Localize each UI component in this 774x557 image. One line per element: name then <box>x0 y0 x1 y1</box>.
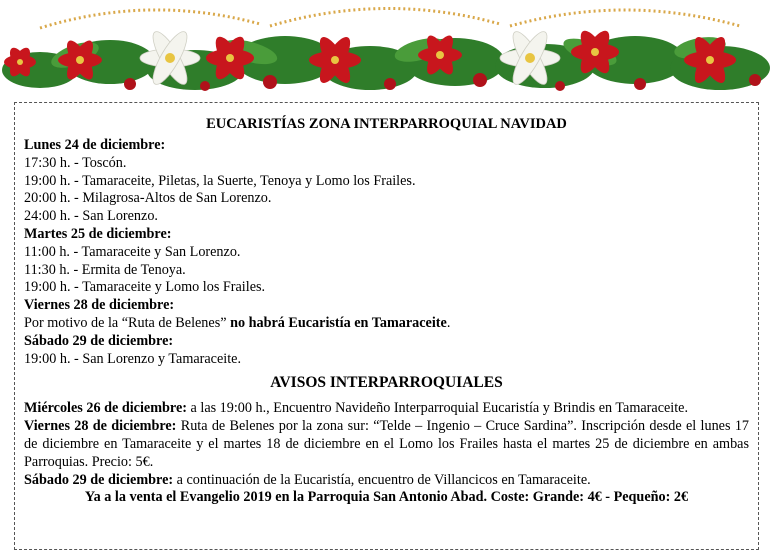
schedule-note <box>24 315 749 333</box>
notice-text: Ruta de Belenes por la zona sur: “Telde – Ingenio – Cruce Sardina”. Inscripción desde el lunes 17 de diciembre en Tamaraceite y el martes 18 de diciembre en el Lomo los Frailes hasta el martes 25 de diciembre en ambas Parroquias. Precio: 5€. <box>24 418 750 470</box>
day-heading: Sábado 29 de diciembre: <box>24 332 174 349</box>
schedule-item: 17:30 h. - Toscón. <box>24 154 127 171</box>
schedule-item: 20:00 h. - Milagrosa-Altos de San Lorenzo. <box>24 190 272 207</box>
notice-paragraph <box>24 400 749 418</box>
notice-label: Sábado 29 de diciembre: <box>24 471 174 488</box>
notice-paragraph <box>24 472 749 490</box>
gold-strand <box>40 10 260 28</box>
section-title-eucaristias: EUCARISTÍAS ZONA INTERPARROQUIAL NAVIDAD <box>206 116 567 132</box>
note-text: Por motivo de la “Ruta de Belenes” <box>24 314 231 331</box>
notice-text: a las 19:00 h., Encuentro Navideño Interparroquial Eucaristía y Brindis en Tamaraceite. <box>186 400 689 417</box>
note-end: . <box>446 314 451 331</box>
notice-box <box>14 102 759 550</box>
gold-strand <box>270 8 500 26</box>
notice-paragraph <box>24 418 749 471</box>
schedule-item: 19:00 h. - Tamaraceite y Lomo los Frailes. <box>24 279 266 296</box>
schedule-item: 11:00 h. - Tamaraceite y San Lorenzo. <box>24 243 241 260</box>
notice-label: Miércoles 26 de diciembre: <box>24 400 187 417</box>
day-heading: Martes 25 de diciembre: <box>24 225 172 242</box>
day-heading: Lunes 24 de diciembre: <box>24 137 166 153</box>
day-heading: Viernes 28 de diciembre: <box>24 297 175 314</box>
schedule-item: 19:00 h. - Tamaraceite, Piletas, la Suerte, Tenoya y Lomo los Frailes. <box>24 172 416 189</box>
schedule-item: 24:00 h. - San Lorenzo. <box>24 208 158 225</box>
note-bold: no habrá Eucaristía en Tamaraceite <box>230 314 447 331</box>
schedule-item: 11:30 h. - Ermita de Tenoya. <box>24 261 186 278</box>
notice-label: Viernes 28 de diciembre: <box>24 418 177 435</box>
gold-strand <box>510 10 740 26</box>
sale-announcement: Ya a la venta el Evangelio 2019 en la Parroquia San Antonio Abad. Coste: Grande: 4€ - Pequeño: 2€ <box>84 489 689 506</box>
notice-text: a continuación de la Eucaristía, encuentro de Villancicos en Tamaraceite. <box>173 471 591 488</box>
christmas-garland-image <box>0 0 774 100</box>
schedule-item: 19:00 h. - San Lorenzo y Tamaraceite. <box>24 350 241 367</box>
section-title-avisos: AVISOS INTERPARROQUIALES <box>270 374 503 392</box>
